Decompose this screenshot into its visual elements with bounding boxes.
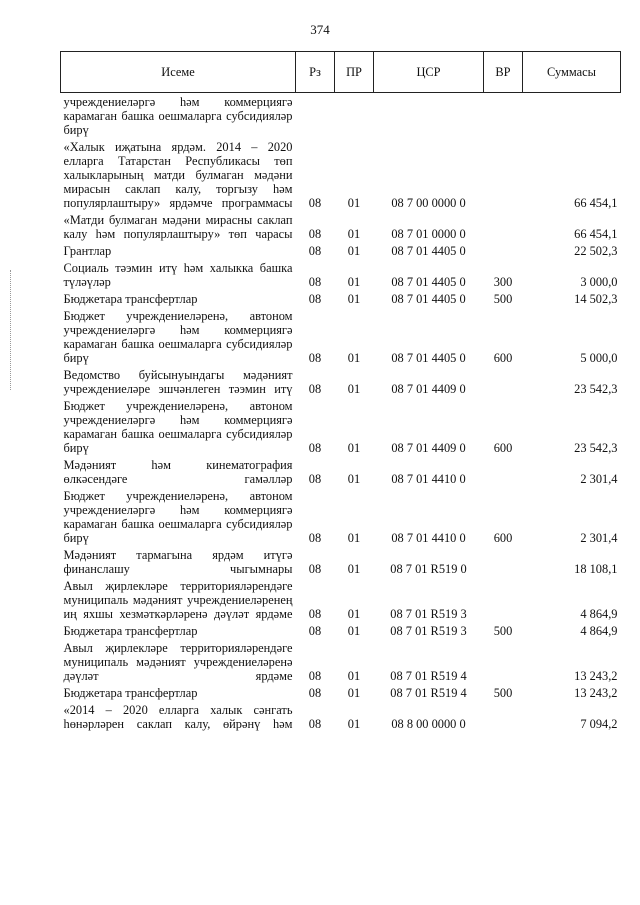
row-sum: 18 108,1 [574, 562, 618, 576]
row-rz: 08 [308, 292, 322, 306]
table-row [61, 639, 621, 684]
table-row [61, 487, 621, 546]
row-csr: 08 7 01 0000 0 [391, 227, 466, 241]
row-csr: 08 7 01 R519 0 [390, 562, 467, 576]
table-row [61, 622, 621, 639]
row-name: «2014 – 2020 елларга халык сәнгать һөнәрләрен саклап калу, өйрәнү һәм [63, 703, 293, 731]
row-name: «Матди булмаган мәдәни мирасны саклап калу һәм популярлаштыру» төп чарасы [63, 213, 293, 241]
table-row [61, 259, 621, 290]
row-rz [296, 93, 335, 139]
row-csr: 08 7 01 4410 0 [391, 531, 466, 545]
table-row [61, 546, 621, 577]
row-name: Грантлар [63, 244, 112, 258]
row-pr: 01 [347, 562, 361, 576]
row-rz: 08 [308, 624, 322, 638]
row-csr [374, 93, 484, 139]
row-sum: 4 864,9 [580, 607, 618, 621]
row-name: Бюджет учреждениеләренә, автоном учреждениеләргә һәм коммерциягә карамаган башка оешмаларга субсидияләр бирү [63, 489, 293, 545]
row-pr: 01 [347, 686, 361, 700]
row-vr: 500 [493, 686, 513, 700]
row-csr: 08 7 01 4409 0 [391, 441, 466, 455]
row-vr: 600 [493, 441, 513, 455]
table-header-row [61, 52, 621, 93]
row-sum: 4 864,9 [580, 624, 618, 638]
table-row [61, 701, 621, 732]
row-rz: 08 [308, 669, 322, 683]
row-pr: 01 [347, 472, 361, 486]
row-rz: 08 [308, 351, 322, 365]
row-csr: 08 7 01 R519 3 [390, 607, 467, 621]
row-pr: 01 [347, 196, 361, 210]
page-number: 374 [310, 22, 330, 37]
row-name: Бюджет учреждениеләренә, автоном учреждениеләргә һәм коммерциягә карамаган башка оешмаларга субсидияләр бирү [63, 309, 293, 365]
row-csr: 08 7 01 4405 0 [391, 244, 466, 258]
row-rz: 08 [308, 607, 322, 621]
row-vr [484, 456, 523, 487]
row-pr: 01 [347, 669, 361, 683]
row-csr: 08 7 01 R519 4 [390, 669, 467, 683]
row-csr: 08 7 01 R519 3 [390, 624, 467, 638]
row-vr: 300 [493, 275, 513, 289]
row-name: Авыл җирлекләре территорияләрендәге муниципаль мәдәният учреждениеләренә дәүләт ярдәме [63, 641, 293, 683]
row-csr: 08 7 01 4405 0 [391, 351, 466, 365]
header-vr: ВР [484, 52, 523, 93]
row-rz: 08 [308, 275, 322, 289]
row-rz: 08 [308, 382, 322, 396]
row-name: Авыл җирлекләре территорияләрендәге муниципаль мәдәният учреждениеләренең иң яхшы хезмәткәрләренә дәүләт ярдәме [63, 579, 293, 621]
row-csr: 08 7 01 R519 4 [390, 686, 467, 700]
row-name: Бюджетара трансфертлар [63, 292, 198, 306]
row-vr [484, 211, 523, 242]
row-rz: 08 [308, 472, 322, 486]
row-pr: 01 [347, 624, 361, 638]
row-pr [335, 93, 374, 139]
row-name: Бюджет учреждениеләренә, автоном учреждениеләргә һәм коммерциягә карамаган башка оешмаларга субсидияләр бирү [63, 399, 293, 455]
header-name: Исеме [61, 52, 296, 93]
row-vr [484, 93, 523, 139]
row-name: Мәдәният тармагына ярдәм итүгә финанслашу чыгымнары [63, 548, 293, 576]
row-name: Социаль тәэмин итү һәм халыкка башка түләүләр [63, 261, 293, 289]
row-pr: 01 [347, 351, 361, 365]
row-rz: 08 [308, 686, 322, 700]
row-vr: 600 [493, 531, 513, 545]
budget-table [60, 51, 621, 732]
row-vr [484, 366, 523, 397]
row-sum: 3 000,0 [580, 275, 618, 289]
margin-mark [10, 270, 12, 390]
row-vr [484, 701, 523, 732]
row-pr: 01 [347, 275, 361, 289]
row-pr: 01 [347, 607, 361, 621]
row-rz: 08 [308, 531, 322, 545]
row-rz: 08 [308, 227, 322, 241]
row-sum: 2 301,4 [580, 472, 618, 486]
row-rz: 08 [308, 244, 322, 258]
table-row [61, 242, 621, 259]
row-vr: 500 [493, 292, 513, 306]
row-name: Бюджетара трансфертлар [63, 624, 198, 638]
row-sum: 66 454,1 [574, 227, 618, 241]
row-pr: 01 [347, 382, 361, 396]
table-row [61, 366, 621, 397]
header-csr: ЦСР [374, 52, 484, 93]
row-name: учреждениеләргә һәм коммерциягә карамаган башка оешмаларга субсидияләр бирү [63, 95, 293, 137]
row-name: Бюджетара трансфертлар [63, 686, 198, 700]
row-csr: 08 7 01 4405 0 [391, 275, 466, 289]
row-rz: 08 [308, 196, 322, 210]
row-pr: 01 [347, 292, 361, 306]
row-sum [523, 93, 621, 139]
row-sum: 14 502,3 [574, 292, 618, 306]
header-rz: Рз [296, 52, 335, 93]
row-csr: 08 7 00 0000 0 [391, 196, 466, 210]
row-pr: 01 [347, 531, 361, 545]
row-sum: 23 542,3 [574, 382, 618, 396]
row-vr: 500 [493, 624, 513, 638]
table-row [61, 684, 621, 701]
row-name: Ведомство буйсынуындагы мәдәният учреждениеләре эшчәнлеген тәэмин итү [63, 368, 293, 396]
table-row [61, 211, 621, 242]
row-sum: 13 243,2 [574, 669, 618, 683]
row-pr: 01 [347, 441, 361, 455]
table-row [61, 307, 621, 366]
table-row [61, 93, 621, 139]
row-pr: 01 [347, 244, 361, 258]
row-pr: 01 [347, 717, 361, 731]
table-row [61, 577, 621, 622]
row-sum: 5 000,0 [580, 351, 618, 365]
table-row [61, 397, 621, 456]
table-row [61, 456, 621, 487]
row-vr: 600 [493, 351, 513, 365]
row-sum: 7 094,2 [580, 717, 618, 731]
row-sum: 66 454,1 [574, 196, 618, 210]
row-sum: 23 542,3 [574, 441, 618, 455]
header-sum: Суммасы [523, 52, 621, 93]
row-csr: 08 7 01 4409 0 [391, 382, 466, 396]
row-sum: 2 301,4 [580, 531, 618, 545]
table-row [61, 138, 621, 211]
row-vr [484, 546, 523, 577]
row-rz: 08 [308, 562, 322, 576]
row-vr [484, 577, 523, 622]
row-pr: 01 [347, 227, 361, 241]
row-vr [484, 639, 523, 684]
row-sum: 13 243,2 [574, 686, 618, 700]
row-csr: 08 7 01 4410 0 [391, 472, 466, 486]
row-sum: 22 502,3 [574, 244, 618, 258]
header-pr: ПР [335, 52, 374, 93]
row-csr: 08 8 00 0000 0 [391, 717, 466, 731]
row-vr [484, 138, 523, 211]
row-name: «Халык иҗатына ярдәм. 2014 – 2020 елларга Татарстан Республикасы төп халыкларының матди булмаган мәдәни мирасын саклап калу, торгызу һәм популярлаштыру» ярдәмче программасы [63, 140, 293, 210]
table-row [61, 290, 621, 307]
row-name: Мәдәният һәм кинематография өлкәсендәге гамәлләр [63, 458, 293, 486]
row-vr [484, 242, 523, 259]
row-csr: 08 7 01 4405 0 [391, 292, 466, 306]
row-rz: 08 [308, 441, 322, 455]
row-rz: 08 [308, 717, 322, 731]
